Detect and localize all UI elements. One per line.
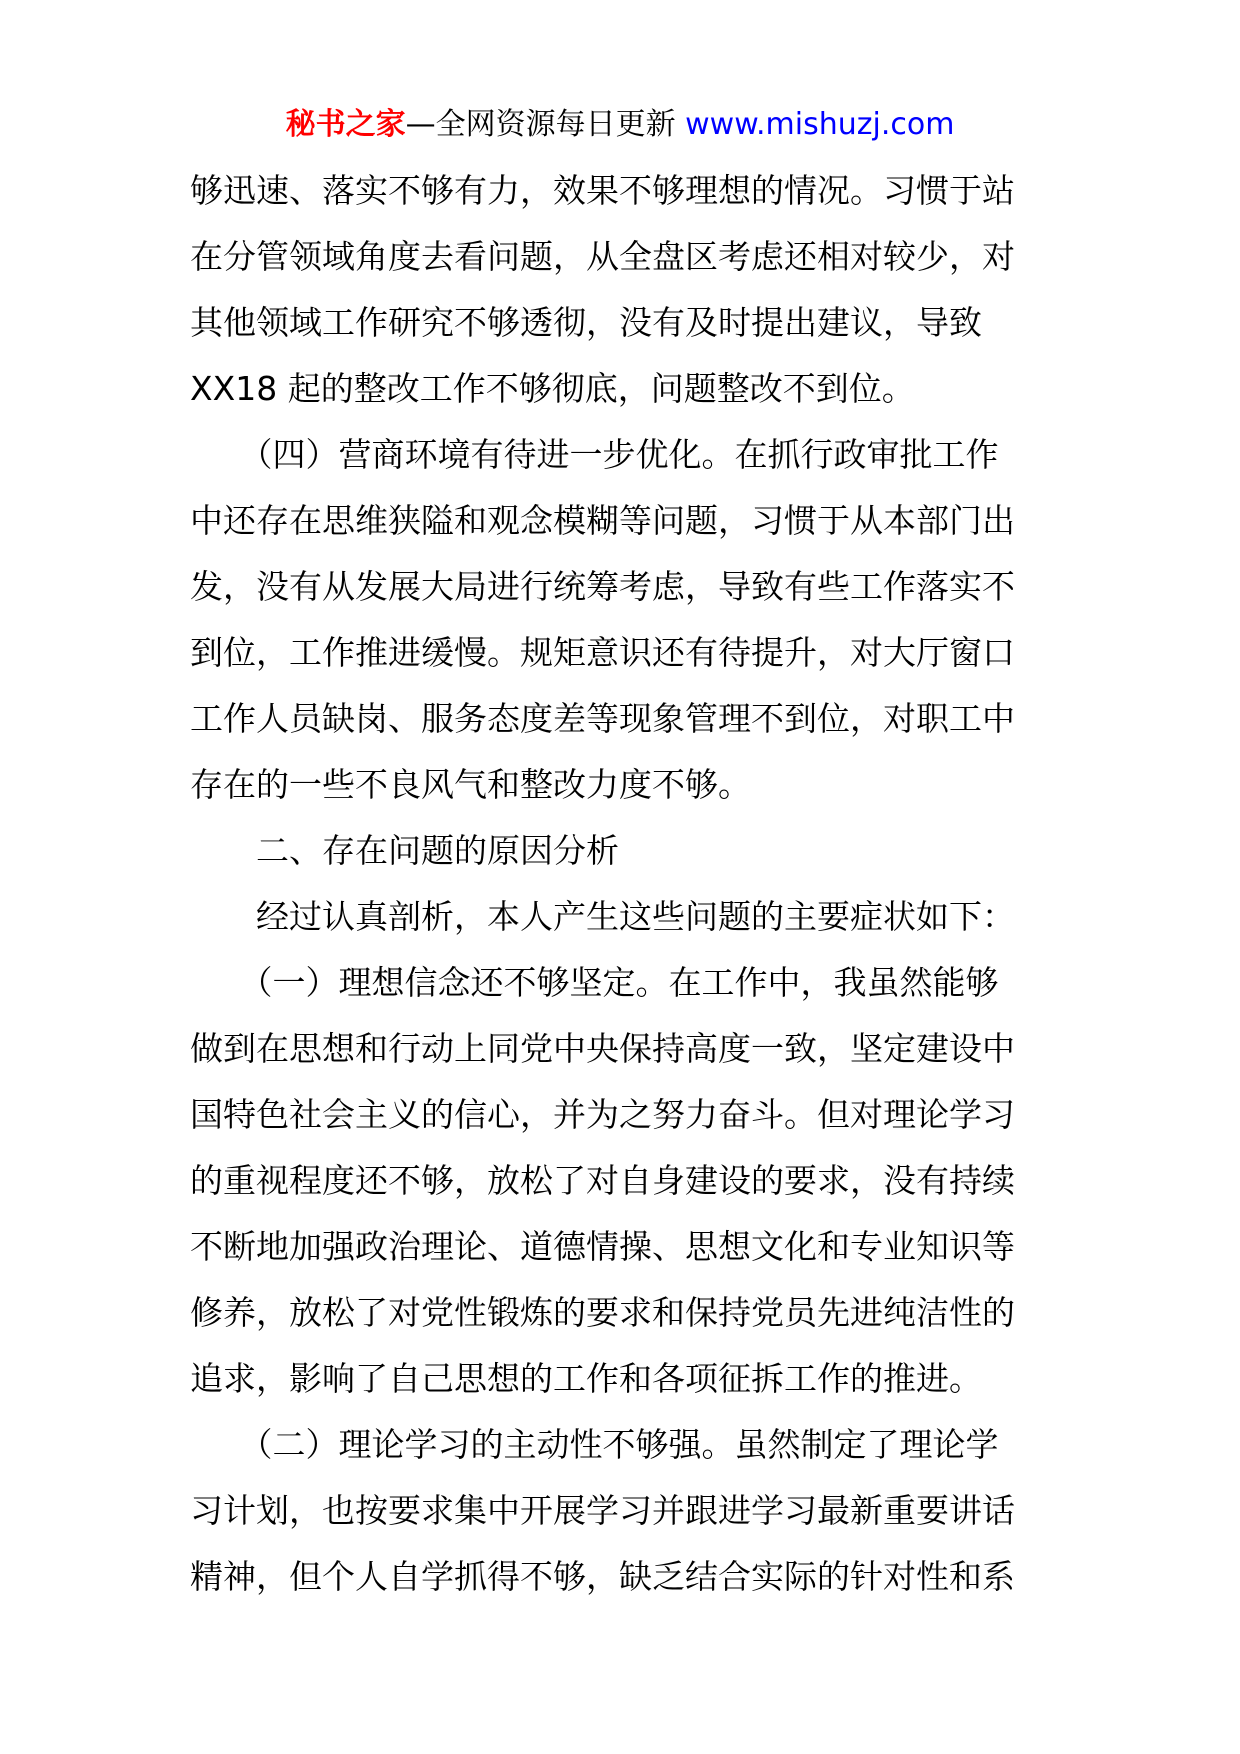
text-line: 中还存在思维狭隘和观念模糊等问题，习惯于从本部门出 xyxy=(190,501,1015,540)
text-line: 不断地加强政治理论、道德情操、思想文化和专业知识等 xyxy=(190,1227,1015,1266)
text-line: 经过认真剖析，本人产生这些问题的主要症状如下： xyxy=(190,897,1015,936)
text-line: 够迅速、落实不够有力，效果不够理想的情况。习惯于站 xyxy=(190,171,1015,210)
site-brand: 秘书之家 xyxy=(285,107,406,142)
text-line: 习计划，也按要求集中开展学习并跟进学习最新重要讲话 xyxy=(190,1491,1015,1530)
text-line: 在分管领域角度去看问题，从全盘区考虑还相对较少，对 xyxy=(190,237,1015,276)
text-line: 其他领域工作研究不够透彻，没有及时提出建议，导致 xyxy=(190,303,982,342)
text-line: 发，没有从发展大局进行统筹考虑，导致有些工作落实不 xyxy=(190,567,1015,606)
text-line: 工作人员缺岗、服务态度差等现象管理不到位，对职工中 xyxy=(190,699,1015,738)
text-line: 的重视程度还不够，放松了对自身建设的要求，没有持续 xyxy=(190,1161,1015,1200)
text-line: 国特色社会主义的信心，并为之努力奋斗。但对理论学习 xyxy=(190,1095,1015,1134)
site-url-link[interactable]: www.mishuzj.com xyxy=(685,107,955,142)
text-line: （二）理论学习的主动性不够强。虽然制定了理论学 xyxy=(190,1425,999,1464)
text-line: 到位，工作推进缓慢。规矩意识还有待提升，对大厅窗口 xyxy=(190,633,1015,672)
text-line: 修养，放松了对党性锻炼的要求和保持党员先进纯洁性的 xyxy=(190,1293,1015,1332)
text-line: 精神，但个人自学抓得不够，缺乏结合实际的针对性和系 xyxy=(190,1557,1015,1596)
text-line: （四）营商环境有待进一步优化。在抓行政审批工作 xyxy=(190,435,999,474)
text-line: 存在的一些不良风气和整改力度不够。 xyxy=(190,765,751,804)
site-header xyxy=(0,103,1240,147)
section-heading: 二、存在问题的原因分析 xyxy=(190,831,619,870)
document-body xyxy=(190,158,1070,1610)
site-slogan: —全网资源每日更新 xyxy=(405,107,676,142)
text-line: XX18 起的整改工作不够彻底，问题整改不到位。 xyxy=(190,369,915,408)
text-line: 做到在思想和行动上同党中央保持高度一致，坚定建设中 xyxy=(190,1029,1015,1068)
text-line: 追求，影响了自己思想的工作和各项征拆工作的推进。 xyxy=(190,1359,982,1398)
text-line: （一）理想信念还不够坚定。在工作中，我虽然能够 xyxy=(190,963,999,1002)
